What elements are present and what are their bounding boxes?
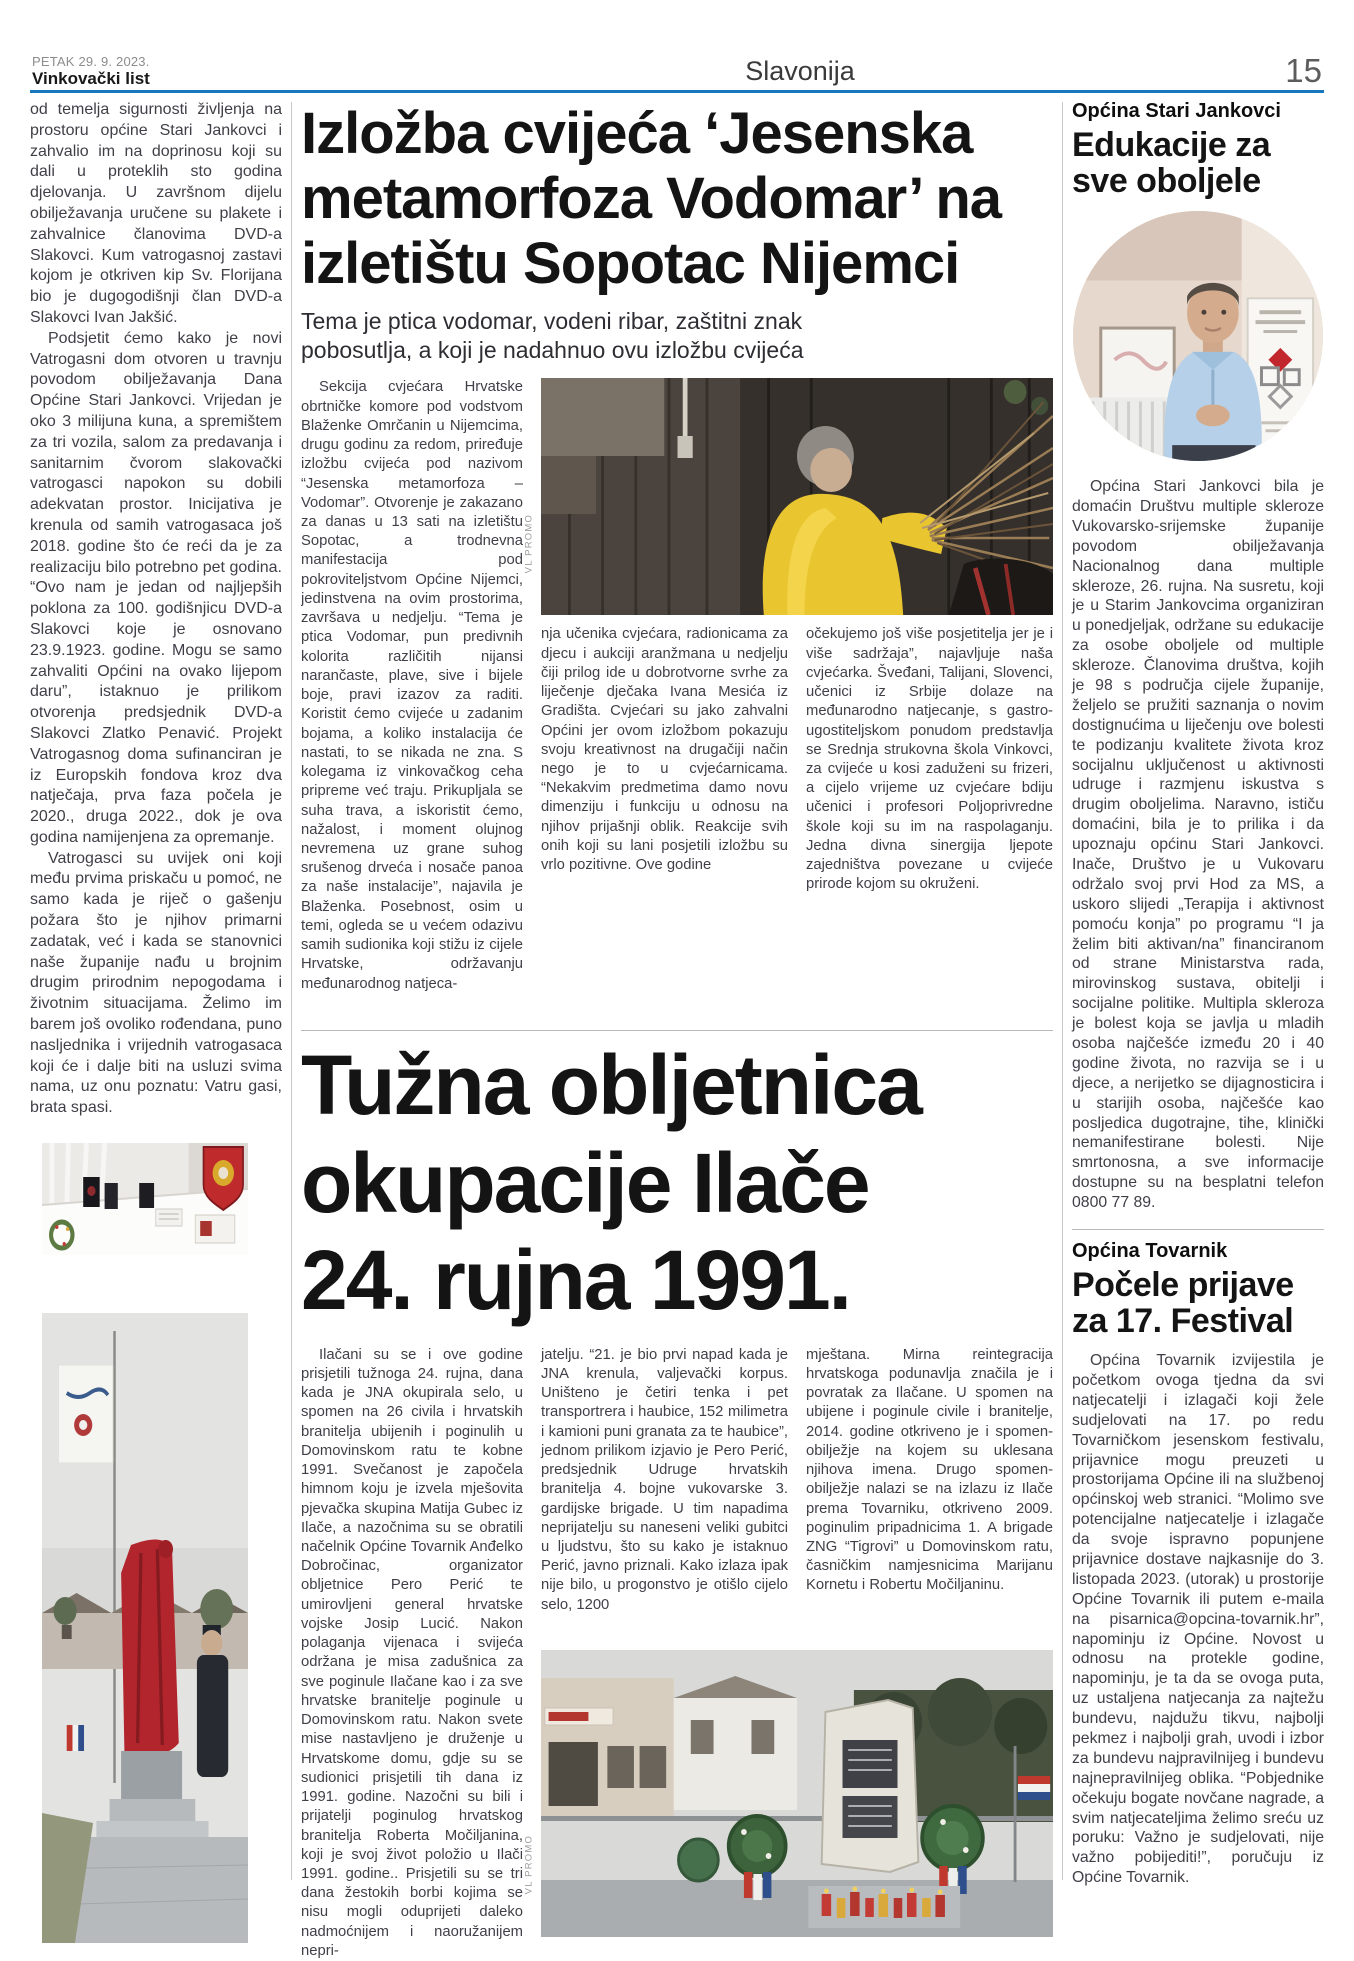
- headline-line: 24. rujna 1991.: [301, 1233, 851, 1328]
- monument-unveiling-photo-illustration: [42, 1313, 248, 1943]
- headline-line: Izložba cvijeća ‘Jesenska: [301, 101, 973, 166]
- speaker-photo-illustration: [1073, 211, 1323, 461]
- column-divider: [291, 102, 292, 1880]
- flower-article-subtitle: [301, 307, 1053, 365]
- page-number: 15: [1285, 52, 1322, 89]
- speaker-photo: [1073, 211, 1323, 461]
- fire-paragraph: Podsjetit ćemo kako je novi Vatrogasni dom otvoren u travnju povodom obilježavanja Dana Općine Stari Jankovci. Vrijedan je oko 3 milijuna kuna, a spremištem za tri vozila, salom za predavanja i sanitarnim čvorom slakovački vatrogasci napokon su dobili adekvatan prostor. Inicijativa je krenula od samih vatrogasaca još 2018. godine što će reći da je za realizaciju bilo potrebno pet godina. “Ovo nam je jedan od najljepših poklona za 100. godišnjicu DVD-a Slakovci koje je osnovano 23.9.1923. godine. Mogu se samo zahvaliti Općini na ovako lijepom daru”, istaknuo je prilikom otvorenja predsjednik DVD-a Slakovci Zlatko Penavić. Projekt Vatrogasnog doma sufinanciran je iz Europskih fondova kroz dva natječaja, prva faza počela je 2020., druga 2022., dok je ova godina namijenjena za opremanje.: [30, 329, 282, 846]
- ilaca-column-1: Ilačani su se i ove godine prisjetili tužnoga 24. rujna, dana kada je JNA okupirala selo, u spomen na 26 civila i hrvatskih branitelja ubijenih i poginulih u Domovinskom ratu te kobne 1991. Svečanost je započela himnom koju je izvela mješovita pjevačka skupina Matija Gubec iz Ilače, a nazočnima su se obratili načelnik Općine Tovarnik Anđelko Dobročinac, organizator obljetnice Pero Perić te umirovljeni general hrvatske vojske Josip Lucić. Nakon polaganja vijenaca i svijeća održana je misa zadušnica za sve poginule Ilačane kao i za sve hrvatske branitelje poginule u Domovinskom ratu. Nakon svete mise nastavljeno je druženje u Hrvatskome domu, gdje su se sudionici prisjetili tih dana iz 1991. godine. Nazočni su bili i prijatelji poginulog hrvatskog branitelja Roberta Močiljanina, koji je svoj život položio u Ilači 1991. godine.. Prisjetili su se tri dana žestokih borbi kojima se nisu mogli oduprijeti daleko nadmoćnijem i naoružanijem nepri-: [301, 1346, 523, 1959]
- flower-column-1: Sekcija cvjećara Hrvatske obrtničke komore pod vodstvom Blaženke Omrčanin u Nijemcima, drugu godinu za redom, priređuje izložbu cvijeća pod nazivom “Jesenska metamorfoza – Vodomar”. Otvorenje je zakazano za danas u 13 sati na izletištu Sopotac, a trodnevna manifestacija pod pokroviteljstvom Općine Nijemci, jedinstvena na ovim prostorima, završava u nedjelju. “Tema je ptica Vodomar, pun predivnih kolorita različitih nijansi narančaste, plave, sive i bijele boje, pravi izazov za raditi. Koristit ćemo cvijeće u zadanim bojama, a koliko instalacija će nastati, to se nikada ne zna. S kolegama iz vinkovačkog ceha pripreme već traju. Prikupljala se suha trava, a iskoristit ćemo, nažalost, i moment olujnog nevremena uz grane suhog srušenog drveća i nosače panoa za naše instalacije”, najavila je Blaženka. Posebnost, osim u temi, ogleda se u većem odazivu samih sudionika koji stižu iz cijele Hrvatske, održavanju međunarodnog natjeca-: [301, 379, 523, 992]
- article-divider: [301, 1030, 1053, 1031]
- subtitle-line: Tema je ptica vodomar, vodeni ribar, zaštitni znak: [301, 307, 803, 334]
- sidebar-divider: [1072, 1229, 1324, 1230]
- header-rule: [30, 90, 1324, 93]
- memorial-photo-illustration: [541, 1650, 1053, 1937]
- headline-line: sve oboljele: [1072, 162, 1261, 201]
- sidebar: [1072, 100, 1324, 1920]
- subtitle-line: pobosutlja, a koji je nadahnuo ovu izložbu cvijeća: [301, 336, 804, 363]
- fire-paragraph: Vatrogasci su uvijek oni koji među prvima priskaču u pomoć, ne samo kada je riječ o gašenju požara što je njihov primarni zadatak, već i kada se stanovnici naše županije nađu u brojnim drugim prirodnim nepogodama i životnim situacijama. Želimo im barem još ovoliko rođendana, puno nasljednika i vrijednih vatrogasaca koji će i dalje biti na usluzi svima nama, uz onu poznatu: Vatru gasi, brata spasi.: [30, 849, 282, 1117]
- photo-credit: VL PROMO: [523, 513, 535, 574]
- headline-line: Počele prijave: [1072, 1266, 1294, 1305]
- sidebar-kicker-tovarnik: Općina Tovarnik: [1072, 1240, 1228, 1263]
- flower-exhibition-photo-illustration: [541, 378, 1053, 615]
- headline-line: za 17. Festival: [1072, 1302, 1294, 1341]
- headline-line: izletištu Sopotac Nijemci: [301, 230, 960, 296]
- memorial-photo-frame: [541, 1650, 1053, 1937]
- fire-article-text: [30, 100, 282, 1119]
- fire-paragraph: od temelja sigurnosti življenja na prostoru općine Stari Jankovci i zahvalio im na doprinosu koji su dali u proteklih sto godina djelovanja. U završnom dijelu obilježavanja uručene su plakete i zahvalnice članovima DVD-a Slakovci. Kum vatrogasnoj zastavi kojom je otkriven kip Sv. Florijana bio je dugogodišnji član DVD-a Slakovci Ivan Jakšić.: [30, 101, 282, 326]
- dvd-plaques-photo-illustration: [42, 1143, 248, 1255]
- photo-credit: VL PROMO: [523, 1835, 535, 1895]
- flower-exhibition-photo: [523, 378, 1053, 615]
- center-column: [301, 100, 1053, 1959]
- issue-date: PETAK 29. 9. 2023.: [32, 54, 150, 69]
- flower-exhibition-photo-frame: [541, 378, 1053, 615]
- tovarnik-headline: [1072, 1267, 1324, 1339]
- memorial-photo: [523, 1650, 1053, 1937]
- sidebar-kicker-jankovci: Općina Stari Jankovci: [1072, 100, 1281, 122]
- flower-article-body: [301, 378, 1053, 1018]
- monument-unveiling-photo: [42, 1313, 248, 1943]
- headline-line: metamorfoza Vodomar’ na: [301, 165, 1002, 231]
- flower-article-headline: [301, 102, 1053, 297]
- jankovci-body: Općina Stari Jankovci bila je domaćin Društvu multiple skleroze Vukovarsko-srijemske županije povodom obilježavanja Nacionalnog dana multiple skleroze, 26. rujna. Na susretu, koji je u Starim Jankovcima organiziran u ponedjeljak, održane su edukacije za osobe oboljele od multiple skleroze. Članovima društva, kojih je 98 s područja cijele županije, željelo se pružiti saznanja o novim dostignućima u liječenju ove bolesti te podizanju kvalitete života kroz socijalnu uključenost u aktivnosti udruge i razmjenu iskustva s drugim oboljelima. Naravno, ističu domaćini, bila je to prilika i da upoznaju općinu Stari Jankovci. Inače, Društvo je u Vukovaru održalo svoj prvi Hod za MS, a uskoro slijedi „Terapija i aktivnost pomoću konja” po programu “I ja želim biti aktivan/na” financiranom od strane Ministarstva rada, mirovinskog sustava, obitelji i socijalne politike. Multipla skleroza je bolest koja se javlja u mladih osoba najčešće između 20 i 40 godine života, no razvija se i u djece, a nerijetko se dijagnosticira i u starijih osoba, najčešće kao posljedica dugotrajne, tihe, klinički nemanifestirane bolesti. Nije smrtonosna, a sve informacije dostupne su na besplatni telefon 0800 77 89.: [1072, 478, 1324, 1212]
- headline-line: Edukacije za: [1072, 126, 1271, 164]
- masthead: Vinkovački list: [32, 69, 150, 88]
- ilaca-article-body: [301, 1346, 1053, 1961]
- section-title: Slavonija: [745, 56, 855, 86]
- headline-line: Tužna obljetnica: [301, 1038, 921, 1133]
- flower-column-2: nja učenika cvjećara, radionicama za djecu i aukciji aranžmana u nedjelju čiji prilog ide u dobrotvorne svrhe za liječenje dječaka Ivana Mesića iz Gradišta. Cvjećari su jako zahvalni Općini jer ovom izložbom pokazuju svoju kreativnost na drugačiji način nego je to u cvjećarnicama. “Nekakvim predmetima damo novu dimenziju i funkciju u odnosu na njihov prijašnji oblik. Reakcije svih onih koji su lani posjetili izložbu su vrlo pozitivne. Ove godine: [541, 626, 788, 874]
- headline-line: okupacije Ilače: [301, 1135, 869, 1230]
- page-content: [30, 100, 1324, 1959]
- left-column: [30, 100, 282, 1920]
- tovarnik-body: Općina Tovarnik izvijestila je početkom ovoga tjedna da svi natjecatelji i izlagači koji žele sudjelovati na 17. po redu Tovarničkom jesenskom festivalu, prijavnice mogu preuzeti u prostorijama Općine ili na službenoj općinskoj web stranici. “Molimo sve potencijalne natjecatelje i izlagače da svoje ispravno popunjene prijavnice dostave najkasnije do 3. listopada 2023. (utorak) u prostorije Općine Tovarnik ili putem e-maila na pisarnica@opcina-tovarnik.hr”, napominju iz Općine. Novost u odnosu na protekle godine, napominju, je ta da se ovoga puta, uz ustaljena natjecanja za najtežu bundevu, najdužu tikvu, najbolji pekmez i najbolji grah, uvodi i izbor za bundevu najpravilnijeg i bundevu najnepravilnijeg oblika. “Pobjednike očekuju bogate novčane nagrade, a svim natjecateljima želimo sreću uz poruku: Važno je sudjelovati, nije važno pobijediti!”, poručuju iz Općine Tovarnik.: [1072, 1352, 1324, 1887]
- jankovci-headline: [1072, 127, 1324, 199]
- flower-column-3: očekujemo još više posjetitelja jer je i više sadržaja”, najavljuje naša cvjećarka. Šveđani, Talijani, Slovenci, učenici iz Srbije dolaze na međunarodno natjecanje, s gastro-ugostiteljskom ponudom predstavlja se Srednja strukovna škola Vinkovci, za cvijeće u kosi zaduženi su frizeri, a cijelo vrijeme uz cvjećare bdiju učenici i profesori Poljoprivredne škole koji su im na raspolaganju. Jedna divna sinergija ljepote zajedništva povezane u cvijeće prirode kojom su okruženi.: [806, 626, 1053, 893]
- ilaca-column-2: jatelju. “21. je bio prvi napad kada je JNA krenula, valjevački korpus. Uništeno je četiri tenka i pet transportrera i haubice, 152 milimetra i kamioni puni granata za te haubice”, jednom prilikom izjavio je Pero Perić, predsjednik Udruge hrvatskih branitelja 4. bojne vukovarske 3. gardijske brigade. U tim napadima neprijatelju su naneseni veliki gubitci u ljudstvu, što su kako je istaknuo Perić, javno priznali. Kako izlaza ipak nije bilo, u progonstvo je otišlo cijelo selo, 1200: [541, 1346, 788, 1613]
- dvd-plaques-photo: [42, 1143, 248, 1255]
- ilaca-column-3: mještana. Mirna reintegracija hrvatskoga podunavlja značila je i povratak za Ilačane. U spomen na ubijene i poginule civile i branitelje, 2014. godine otkriveno je i spomen-obilježje na kojem su uklesana njihova imena. Drugo spomen-obilježje nalazi se na izlazu iz Ilače prema Tovarniku, otkriveno 2009. poginulim pripadnicima 1. A brigade ZNG “Tigrovi” u Domovinskom ratu, časničkim namjesnicima Marijanu Kornetu i Robertu Močiljaninu.: [806, 1346, 1053, 1594]
- ilaca-article-headline: [301, 1037, 1053, 1329]
- column-divider: [1062, 102, 1063, 1880]
